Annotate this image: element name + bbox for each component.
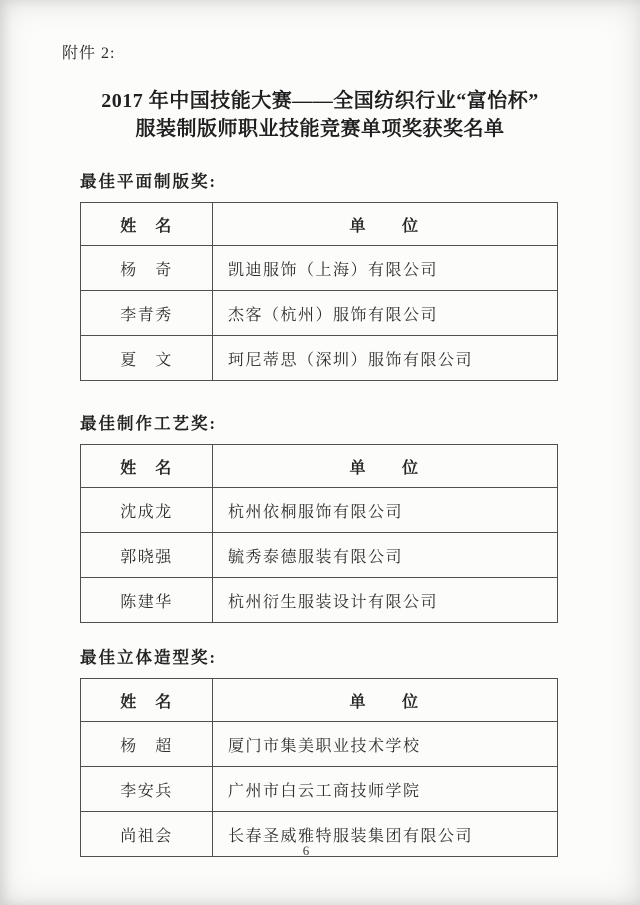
column-header-name: 姓 名 — [81, 679, 213, 722]
award-section-craftsmanship — [80, 410, 558, 623]
award-section-flat-patternmaking — [80, 168, 558, 381]
table-row — [81, 767, 558, 812]
awards-table — [80, 444, 558, 623]
column-header-unit: 单 位 — [213, 445, 558, 488]
column-header-unit: 单 位 — [213, 203, 558, 246]
table-header-row — [81, 679, 558, 722]
table-header-row — [81, 445, 558, 488]
section-heading: 最佳立体造型奖: — [80, 648, 217, 667]
table-row — [81, 533, 558, 578]
award-section-draping — [80, 644, 558, 857]
winner-unit-cell: 厦门市集美职业技术学校 — [213, 722, 558, 767]
table-row — [81, 291, 558, 336]
winner-name-cell: 尚祖会 — [81, 812, 213, 857]
awards-table — [80, 678, 558, 857]
document-title-line-1: 2017 年中国技能大赛——全国纺织行业“富怡杯” — [101, 90, 539, 112]
winner-unit-cell: 杭州衍生服装设计有限公司 — [213, 578, 558, 623]
winner-unit-cell: 长春圣威雅特服装集团有限公司 — [213, 812, 558, 857]
table-row — [81, 578, 558, 623]
winner-unit-cell: 毓秀泰德服装有限公司 — [213, 533, 558, 578]
winner-name-cell: 陈建华 — [81, 578, 213, 623]
table-row — [81, 722, 558, 767]
awards-table — [80, 202, 558, 381]
table-row — [81, 246, 558, 291]
winner-unit-cell: 凯迪服饰（上海）有限公司 — [213, 246, 558, 291]
attachment-label: 附件 2: — [62, 45, 116, 62]
winner-name-cell: 夏 文 — [81, 336, 213, 381]
section-heading: 最佳平面制版奖: — [80, 172, 217, 191]
winner-name-cell: 郭晓强 — [81, 533, 213, 578]
winner-unit-cell: 广州市白云工商技师学院 — [213, 767, 558, 812]
table-header-row — [81, 203, 558, 246]
winner-name-cell: 杨 超 — [81, 722, 213, 767]
winner-unit-cell: 杰客（杭州）服饰有限公司 — [213, 291, 558, 336]
table-row — [81, 336, 558, 381]
column-header-unit: 单 位 — [213, 679, 558, 722]
page-number: 6 — [302, 843, 310, 858]
winner-unit-cell: 珂尼蒂思（深圳）服饰有限公司 — [213, 336, 558, 381]
winner-name-cell: 杨 奇 — [81, 246, 213, 291]
table-row — [81, 488, 558, 533]
column-header-name: 姓 名 — [81, 203, 213, 246]
winner-name-cell: 李安兵 — [81, 767, 213, 812]
document-title — [0, 87, 640, 143]
section-heading: 最佳制作工艺奖: — [80, 414, 217, 433]
column-header-name: 姓 名 — [81, 445, 213, 488]
winner-unit-cell: 杭州依桐服饰有限公司 — [213, 488, 558, 533]
document-title-line-2: 服装制版师职业技能竞赛单项奖获奖名单 — [135, 118, 505, 140]
winner-name-cell: 李青秀 — [81, 291, 213, 336]
winner-name-cell: 沈成龙 — [81, 488, 213, 533]
